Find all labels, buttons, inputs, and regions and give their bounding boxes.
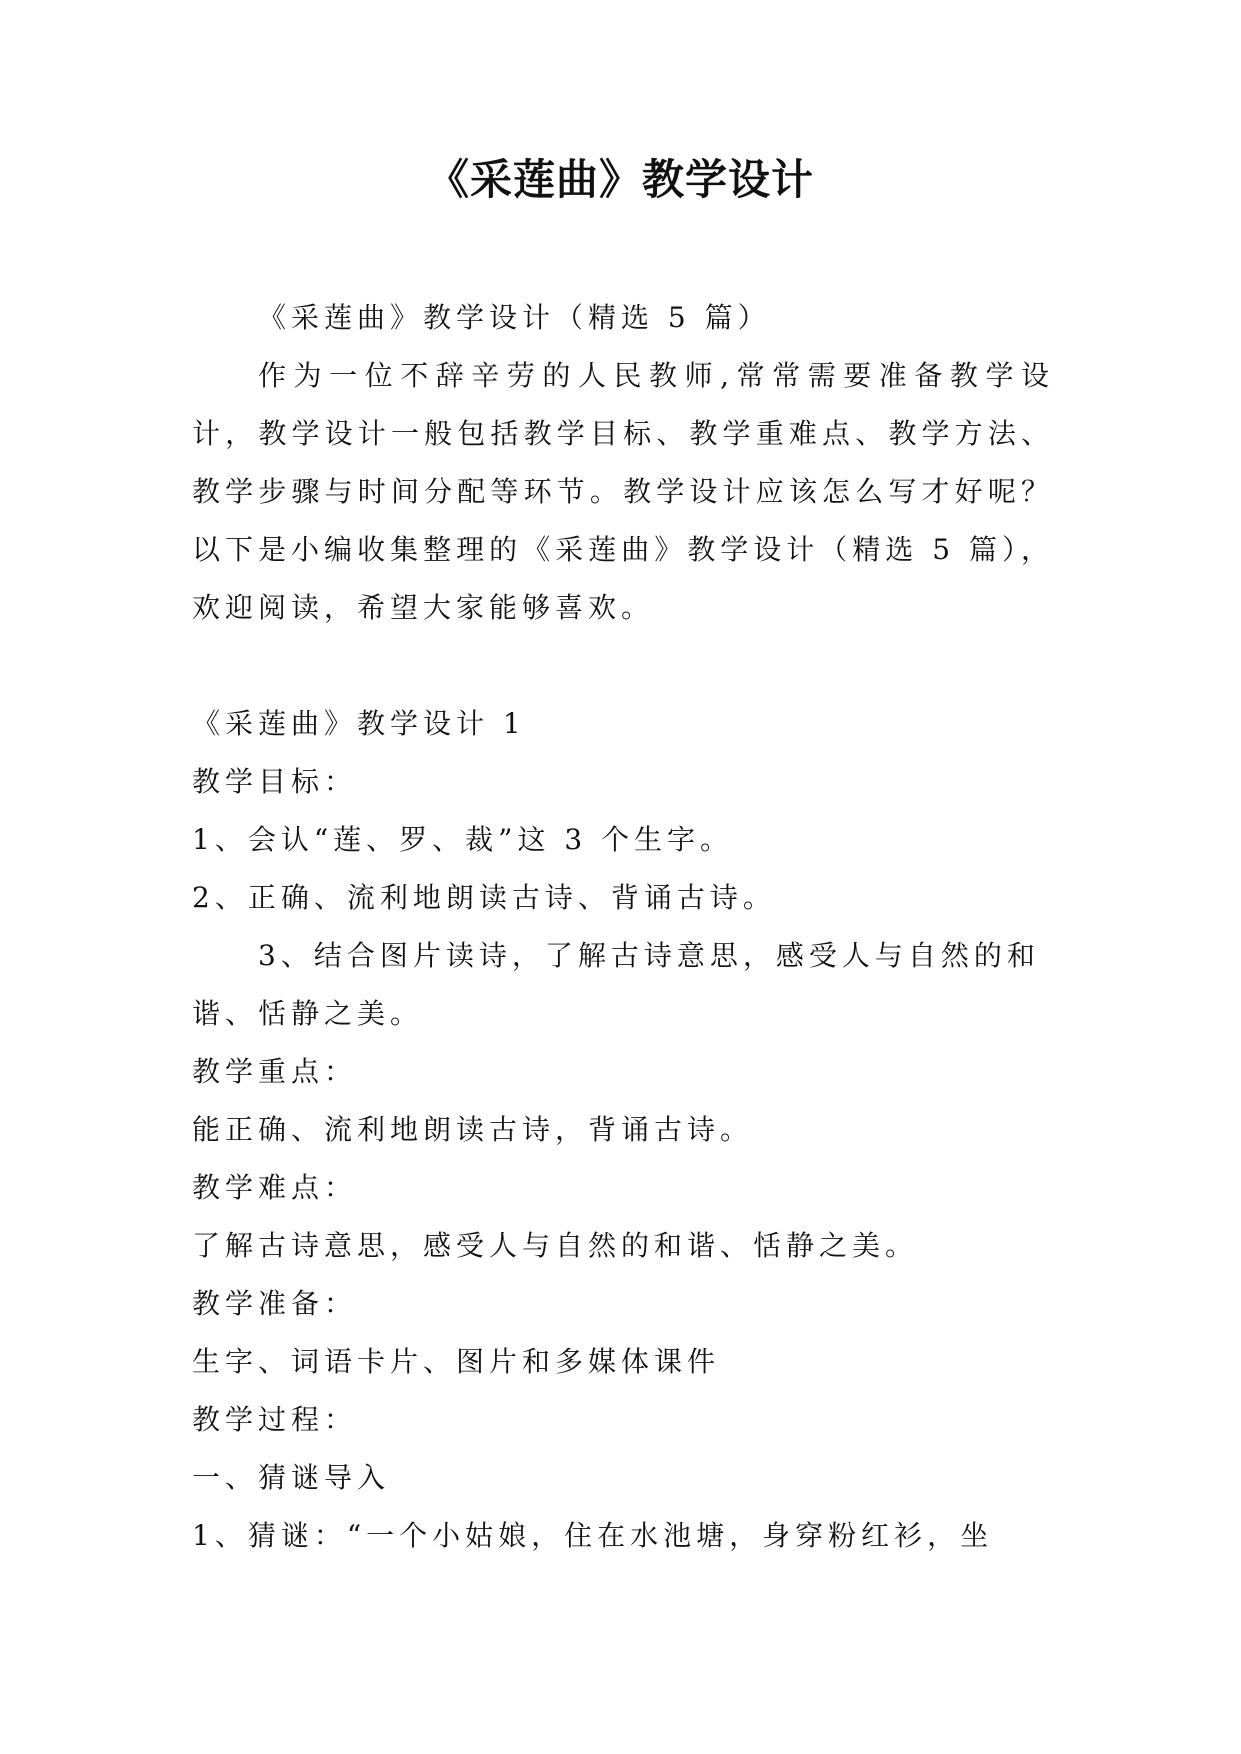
- goal-item-3: 3、结合图片读诗，了解古诗意思，感受人与自然的和谐、恬静之美。: [192, 939, 1040, 1030]
- difficult-points-heading: 教学难点：: [192, 1171, 358, 1204]
- document-subtitle: 《采莲曲》教学设计（精选 5 篇）: [258, 301, 771, 334]
- step-item: 1、猜谜：“一个小姑娘，住在水池塘，身穿粉红衫，坐: [192, 1519, 994, 1552]
- difficult-points-text: 了解古诗意思，感受人与自然的和谐、恬静之美。: [192, 1229, 919, 1262]
- section-heading: 《采莲曲》教学设计 1: [192, 707, 526, 740]
- preparation-heading: 教学准备：: [192, 1287, 358, 1320]
- key-points-heading: 教学重点：: [192, 1055, 358, 1088]
- goal-item-1: 1、会认“莲、罗、裁”这 3 个生字。: [192, 823, 734, 856]
- goals-heading: 教学目标：: [192, 765, 358, 798]
- process-heading: 教学过程：: [192, 1403, 358, 1436]
- goal-item-2: 2、正确、流利地朗读古诗、背诵古诗。: [192, 881, 776, 914]
- preparation-text: 生字、词语卡片、图片和多媒体课件: [192, 1345, 721, 1378]
- intro-paragraph: 作为一位不辞辛劳的人民教师,常常需要准备教学设计，教学设计一般包括教学目标、教学重难点、教学方法、教学步骤与时间分配等环节。教学设计应该怎么写才好呢？以下是小编收集整理的《采莲曲》教学设计（精选 5 篇），欢迎阅读，希望大家能够喜欢。: [192, 359, 1054, 624]
- document-body: [192, 289, 1054, 1565]
- document-title: 《采莲曲》教学设计: [426, 155, 814, 204]
- key-points-text: 能正确、流利地朗读古诗，背诵古诗。: [192, 1113, 754, 1146]
- section-spacer: [192, 637, 1054, 695]
- step-heading: 一、猜谜导入: [192, 1461, 391, 1494]
